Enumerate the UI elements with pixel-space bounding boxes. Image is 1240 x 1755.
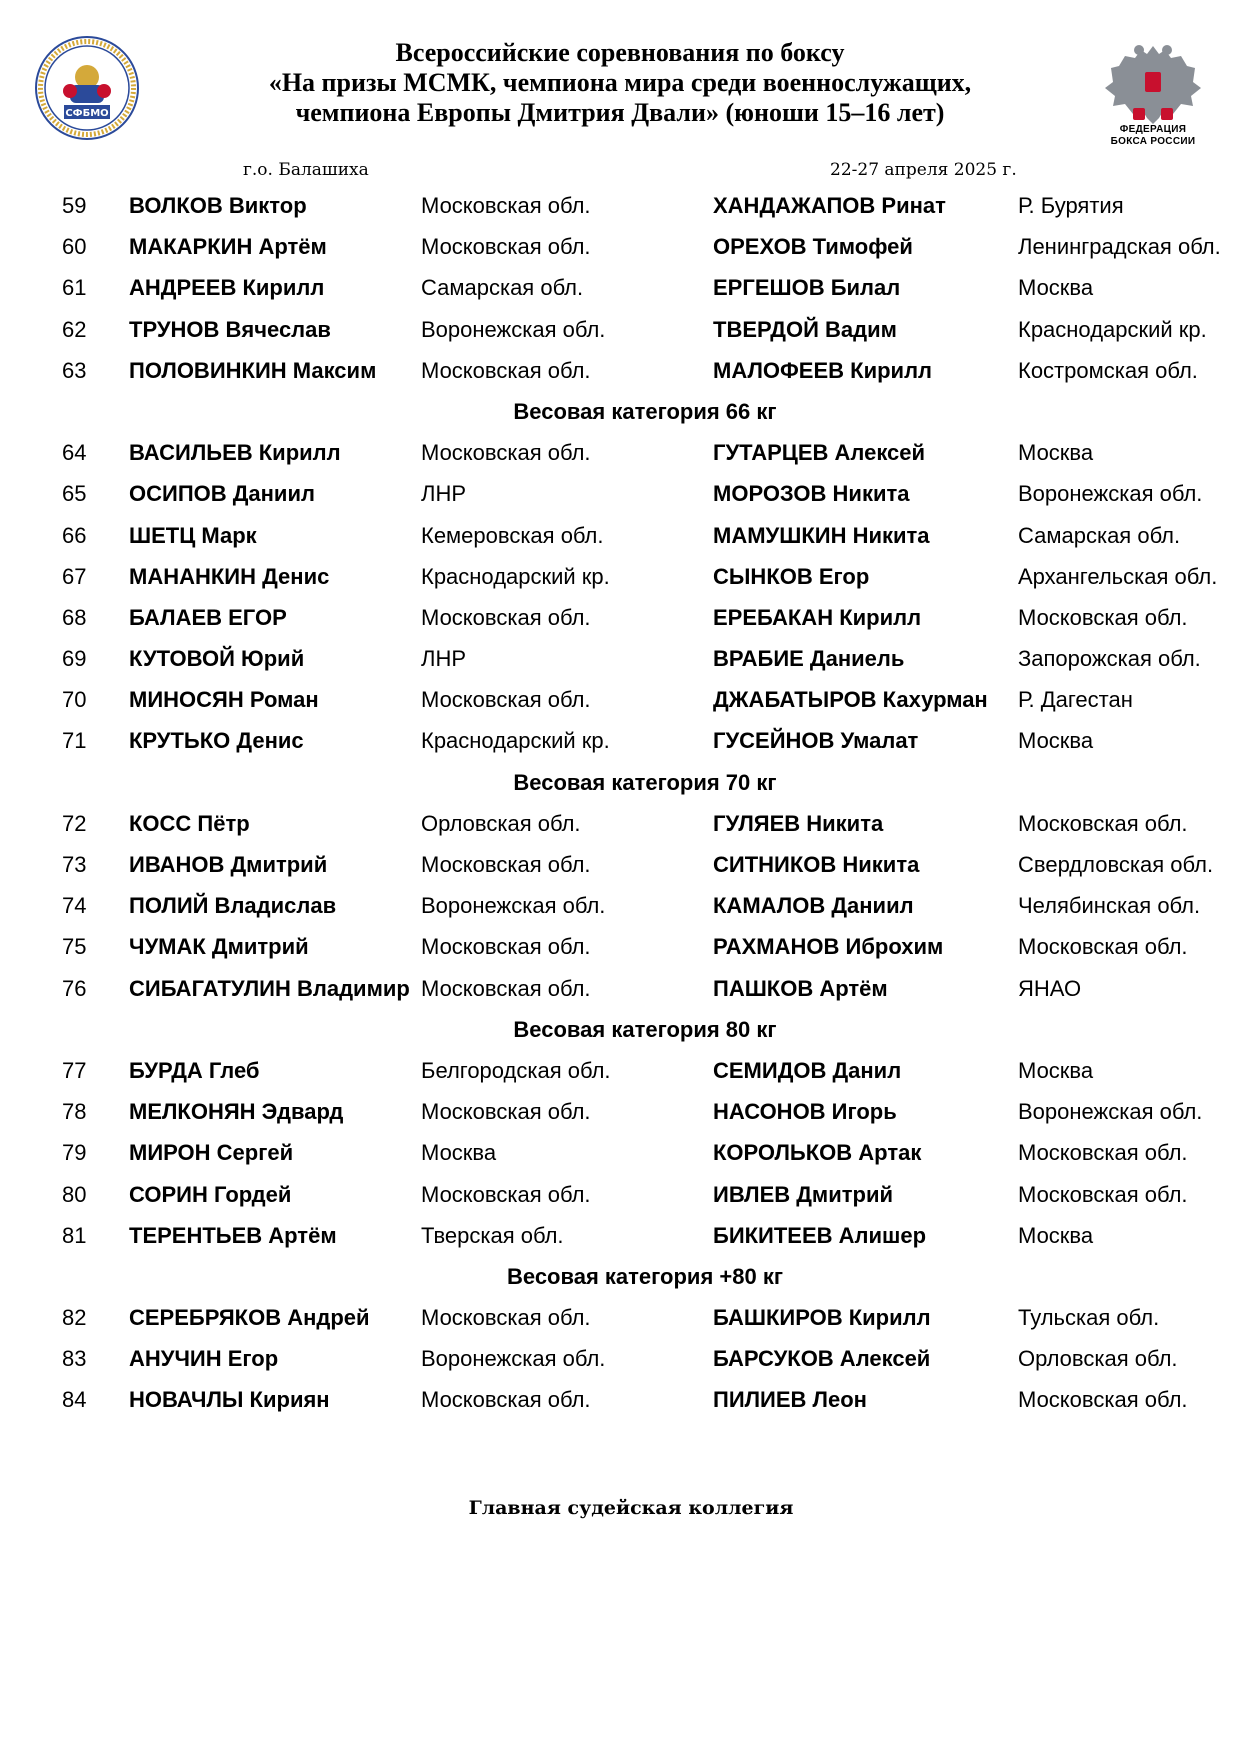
boxer-1-region: Московская обл. bbox=[421, 234, 591, 260]
boxer-2-region: Московская обл. bbox=[1018, 604, 1188, 630]
boxer-2-region: Самарская обл. bbox=[1018, 522, 1181, 548]
boxer-2-name: ОРЕХОВ Тимофей bbox=[713, 234, 913, 260]
boxer-2-name: СИТНИКОВ Никита bbox=[713, 852, 920, 877]
boxer-2-region: Орловская обл. bbox=[1018, 1346, 1178, 1372]
event-dates: 22-27 апреля 2025 г. bbox=[830, 160, 1017, 180]
bout-row bbox=[0, 185, 1240, 226]
boxer-2-name: ЕРЕБАКАН Кирилл bbox=[713, 604, 922, 630]
bout-number: 67 bbox=[62, 563, 87, 589]
weight-category-heading: Весовая категория 66 кг bbox=[513, 398, 777, 424]
boxer-2-name: МАМУШКИН Никита bbox=[713, 522, 930, 548]
bout-number: 66 bbox=[62, 522, 87, 548]
bout-number: 77 bbox=[62, 1057, 87, 1083]
sfbmo-logo-text: СФБМО bbox=[65, 108, 109, 119]
boxer-2-region: Р. Бурятия bbox=[1018, 193, 1124, 218]
boxer-2-region: Воронежская обл. bbox=[1018, 1099, 1203, 1125]
boxer-1-name: ШЕТЦ Марк bbox=[129, 522, 257, 548]
boxer-1-region: Кемеровская обл. bbox=[421, 522, 604, 548]
bout-number: 65 bbox=[62, 481, 87, 507]
bout-number: 62 bbox=[62, 316, 87, 342]
boxer-1-region: Воронежская обл. bbox=[421, 1346, 606, 1372]
boxer-2-name: ПИЛИЕВ Леон bbox=[713, 1387, 867, 1413]
sfbmo-logo-icon bbox=[34, 35, 140, 141]
bout-row bbox=[0, 1215, 1240, 1256]
boxer-2-name: РАХМАНОВ Иброхим bbox=[713, 934, 944, 960]
bout-number: 69 bbox=[62, 646, 87, 672]
boxer-2-region: Краснодарский кр. bbox=[1018, 316, 1207, 342]
bout-row bbox=[0, 885, 1240, 926]
judges-signature: Главная судейская коллегия bbox=[468, 1497, 794, 1519]
boxer-1-region: Московская обл. bbox=[421, 975, 591, 1001]
bout-row bbox=[0, 432, 1240, 473]
boxer-2-name: ГУЛЯЕВ Никита bbox=[713, 810, 884, 836]
boxer-1-name: БАЛАЕВ ЕГОР bbox=[129, 604, 287, 630]
bout-number: 70 bbox=[62, 687, 87, 713]
boxer-2-name: ГУТАРЦЕВ Алексей bbox=[713, 440, 926, 466]
federation-name bbox=[1095, 124, 1211, 148]
page-title bbox=[160, 38, 1080, 128]
boxer-2-name: ПАШКОВ Артём bbox=[713, 975, 888, 1001]
boxer-1-name: КУТОВОЙ Юрий bbox=[129, 646, 305, 672]
boxer-1-region: Московская обл. bbox=[421, 604, 591, 630]
bout-number: 68 bbox=[62, 604, 87, 630]
boxer-2-name: МАЛОФЕЕВ Кирилл bbox=[713, 357, 933, 383]
boxer-2-region: Архангельская обл. bbox=[1018, 563, 1218, 589]
bout-row bbox=[0, 1050, 1240, 1091]
weight-category-heading: Весовая категория +80 кг bbox=[506, 1263, 783, 1289]
bout-row bbox=[0, 226, 1240, 267]
boxer-1-name: НОВАЧЛЫ Кириян bbox=[129, 1387, 330, 1413]
boxer-1-region: Краснодарский кр. bbox=[421, 728, 610, 754]
boxer-1-region: Московская обл. bbox=[421, 357, 591, 383]
bout-row bbox=[0, 638, 1240, 679]
boxer-1-region: Московская обл. bbox=[421, 934, 591, 960]
boxer-1-name: БУРДА Глеб bbox=[129, 1057, 260, 1083]
bout-row bbox=[0, 968, 1240, 1009]
boxer-2-name: КОРОЛЬКОВ Артак bbox=[713, 1140, 922, 1166]
boxer-1-region: Тверская обл. bbox=[421, 1222, 564, 1248]
bout-row bbox=[0, 597, 1240, 638]
bout-number: 78 bbox=[62, 1099, 87, 1125]
boxer-2-region: Москва bbox=[1018, 1057, 1094, 1083]
boxer-1-name: КОСС Пётр bbox=[129, 810, 250, 836]
boxer-2-name: СЫНКОВ Егор bbox=[713, 563, 870, 589]
boxer-1-name: МАКАРКИН Артём bbox=[129, 234, 327, 260]
boxer-1-region: Москва bbox=[421, 1140, 497, 1166]
bout-number: 73 bbox=[62, 852, 87, 877]
boxer-2-region: Р. Дагестан bbox=[1018, 687, 1133, 713]
boxer-1-region: Московская обл. bbox=[421, 852, 591, 877]
boxer-1-region: ЛНР bbox=[421, 646, 466, 672]
bout-number: 60 bbox=[62, 234, 87, 260]
boxer-2-name: ХАНДАЖАПОВ Ринат bbox=[713, 193, 946, 218]
boxer-2-name: КАМАЛОВ Даниил bbox=[713, 893, 914, 919]
bout-number: 71 bbox=[62, 728, 87, 754]
bout-row bbox=[0, 1379, 1240, 1420]
title-line-3: чемпиона Европы Дмитрия Двали» (юноши 15–16 лет) bbox=[295, 98, 945, 127]
bout-number: 72 bbox=[62, 810, 87, 836]
boxer-2-region: Московская обл. bbox=[1018, 810, 1188, 836]
bout-row bbox=[0, 1174, 1240, 1215]
weight-category-heading: Весовая категория 70 кг bbox=[513, 769, 777, 795]
boxer-1-region: Белгородская обл. bbox=[421, 1057, 611, 1083]
boxer-1-name: ТЕРЕНТЬЕВ Артём bbox=[129, 1222, 337, 1248]
boxer-2-name: ВРАБИЕ Даниель bbox=[713, 646, 905, 672]
boxer-1-name: ТРУНОВ Вячеслав bbox=[129, 316, 331, 342]
boxer-1-name: ПОЛИЙ Владислав bbox=[129, 893, 337, 919]
bout-row bbox=[0, 679, 1240, 720]
title-line-1: Всероссийские соревнования по боксу bbox=[395, 38, 845, 67]
boxer-2-region: Челябинская обл. bbox=[1018, 893, 1201, 919]
boxer-2-region: Москва bbox=[1018, 275, 1094, 301]
bout-number: 74 bbox=[62, 893, 87, 919]
bout-row bbox=[0, 720, 1240, 761]
boxer-1-region: Московская обл. bbox=[421, 1099, 591, 1125]
bout-row bbox=[0, 350, 1240, 391]
bout-row bbox=[0, 267, 1240, 308]
bout-row bbox=[0, 803, 1240, 844]
boxer-2-region: Московская обл. bbox=[1018, 1140, 1188, 1166]
bout-row bbox=[0, 926, 1240, 967]
bout-number: 80 bbox=[62, 1181, 87, 1207]
bout-number: 63 bbox=[62, 357, 87, 383]
bout-number: 64 bbox=[62, 440, 87, 466]
bout-number: 83 bbox=[62, 1346, 87, 1372]
boxer-1-region: Воронежская обл. bbox=[421, 316, 606, 342]
title-line-2: «На призы МСМК, чемпиона мира среди военнослужащих, bbox=[268, 68, 972, 97]
bouts-table bbox=[0, 185, 1240, 1421]
boxer-2-name: БАШКИРОВ Кирилл bbox=[713, 1305, 931, 1331]
boxer-2-region: Москва bbox=[1018, 1222, 1094, 1248]
bout-row bbox=[0, 1338, 1240, 1379]
boxer-1-region: Московская обл. bbox=[421, 1387, 591, 1413]
boxer-2-region: Запорожская обл. bbox=[1018, 646, 1201, 672]
boxer-2-name: НАСОНОВ Игорь bbox=[713, 1099, 897, 1125]
boxer-1-name: КРУТЬКО Денис bbox=[129, 728, 304, 754]
bout-row bbox=[0, 556, 1240, 597]
boxer-1-name: СЕРЕБРЯКОВ Андрей bbox=[129, 1305, 370, 1331]
boxer-2-region: Воронежская обл. bbox=[1018, 481, 1203, 507]
boxer-2-name: СЕМИДОВ Данил bbox=[713, 1057, 902, 1083]
bout-row bbox=[0, 1091, 1240, 1132]
bout-number: 84 bbox=[62, 1387, 87, 1413]
boxer-1-region: Воронежская обл. bbox=[421, 893, 606, 919]
boxer-1-name: МЕЛКОНЯН Эдвард bbox=[129, 1099, 344, 1125]
boxer-2-name: МОРОЗОВ Никита bbox=[713, 481, 910, 507]
boxer-2-region: ЯНАО bbox=[1018, 975, 1082, 1001]
boxer-1-name: АНУЧИН Егор bbox=[129, 1346, 279, 1372]
boxer-2-region: Московская обл. bbox=[1018, 934, 1188, 960]
boxer-2-name: ТВЕРДОЙ Вадим bbox=[713, 316, 897, 342]
boxer-1-region: Московская обл. bbox=[421, 440, 591, 466]
boxer-1-name: МИНОСЯН Роман bbox=[129, 687, 319, 713]
boxer-1-name: ПОЛОВИНКИН Максим bbox=[129, 357, 377, 383]
boxer-1-region: ЛНР bbox=[421, 481, 466, 507]
boxer-2-name: БИКИТЕЕВ Алишер bbox=[713, 1222, 927, 1248]
bout-row bbox=[0, 515, 1240, 556]
boxer-1-name: ВОЛКОВ Виктор bbox=[129, 193, 307, 218]
boxer-2-region: Тульская обл. bbox=[1018, 1305, 1160, 1331]
federation-name-line-2: БОКСА РОССИИ bbox=[1110, 136, 1196, 147]
boxer-1-region: Московская обл. bbox=[421, 1181, 591, 1207]
boxer-1-region: Краснодарский кр. bbox=[421, 563, 610, 589]
boxer-1-name: ИВАНОВ Дмитрий bbox=[129, 852, 328, 877]
boxer-1-name: ЧУМАК Дмитрий bbox=[129, 934, 309, 960]
boxer-1-region: Самарская обл. bbox=[421, 275, 584, 301]
boxer-2-region: Московская обл. bbox=[1018, 1387, 1188, 1413]
bout-number: 79 bbox=[62, 1140, 87, 1166]
bout-row bbox=[0, 1132, 1240, 1173]
boxer-1-name: ОСИПОВ Даниил bbox=[129, 481, 315, 507]
event-place: г.о. Балашиха bbox=[243, 160, 369, 180]
boxer-1-name: АНДРЕЕВ Кирилл bbox=[129, 275, 325, 301]
boxer-1-name: ВАСИЛЬЕВ Кирилл bbox=[129, 440, 341, 466]
boxer-2-name: ГУСЕЙНОВ Умалат bbox=[713, 728, 919, 754]
boxer-2-name: ЕРГЕШОВ Билал bbox=[713, 275, 901, 301]
bout-row bbox=[0, 1297, 1240, 1338]
boxer-2-region: Костромская обл. bbox=[1018, 357, 1198, 383]
boxer-2-name: БАРСУКОВ Алексей bbox=[713, 1346, 931, 1372]
boxer-2-region: Ленинградская обл. bbox=[1018, 234, 1221, 260]
boxer-2-region: Москва bbox=[1018, 440, 1094, 466]
boxer-1-region: Орловская обл. bbox=[421, 810, 581, 836]
bout-number: 76 bbox=[62, 975, 87, 1001]
federation-name-line-1: ФЕДЕРАЦИЯ bbox=[1119, 124, 1187, 135]
boxer-2-name: ИВЛЕВ Дмитрий bbox=[713, 1181, 893, 1207]
boxer-2-region: Свердловская обл. bbox=[1018, 852, 1214, 877]
boxer-1-region: Московская обл. bbox=[421, 687, 591, 713]
bout-row bbox=[0, 309, 1240, 350]
bout-number: 81 bbox=[62, 1222, 87, 1248]
boxer-1-name: СОРИН Гордей bbox=[129, 1181, 292, 1207]
weight-category-heading: Весовая категория 80 кг bbox=[513, 1016, 777, 1042]
bout-number: 61 bbox=[62, 275, 87, 301]
bout-number: 82 bbox=[62, 1305, 87, 1331]
bout-row bbox=[0, 473, 1240, 514]
boxer-2-region: Москва bbox=[1018, 728, 1094, 754]
bout-number: 59 bbox=[62, 193, 87, 218]
bout-number: 75 bbox=[62, 934, 87, 960]
boxer-1-name: МАНАНКИН Денис bbox=[129, 563, 330, 589]
boxer-1-name: СИБАГАТУЛИН Владимир bbox=[129, 975, 410, 1001]
boxer-1-region: Московская обл. bbox=[421, 193, 591, 218]
bout-row bbox=[0, 844, 1240, 885]
boxer-2-name: ДЖАБАТЫРОВ Кахурман bbox=[713, 687, 988, 713]
boxer-2-region: Московская обл. bbox=[1018, 1181, 1188, 1207]
boxer-1-region: Московская обл. bbox=[421, 1305, 591, 1331]
boxer-1-name: МИРОН Сергей bbox=[129, 1140, 294, 1166]
